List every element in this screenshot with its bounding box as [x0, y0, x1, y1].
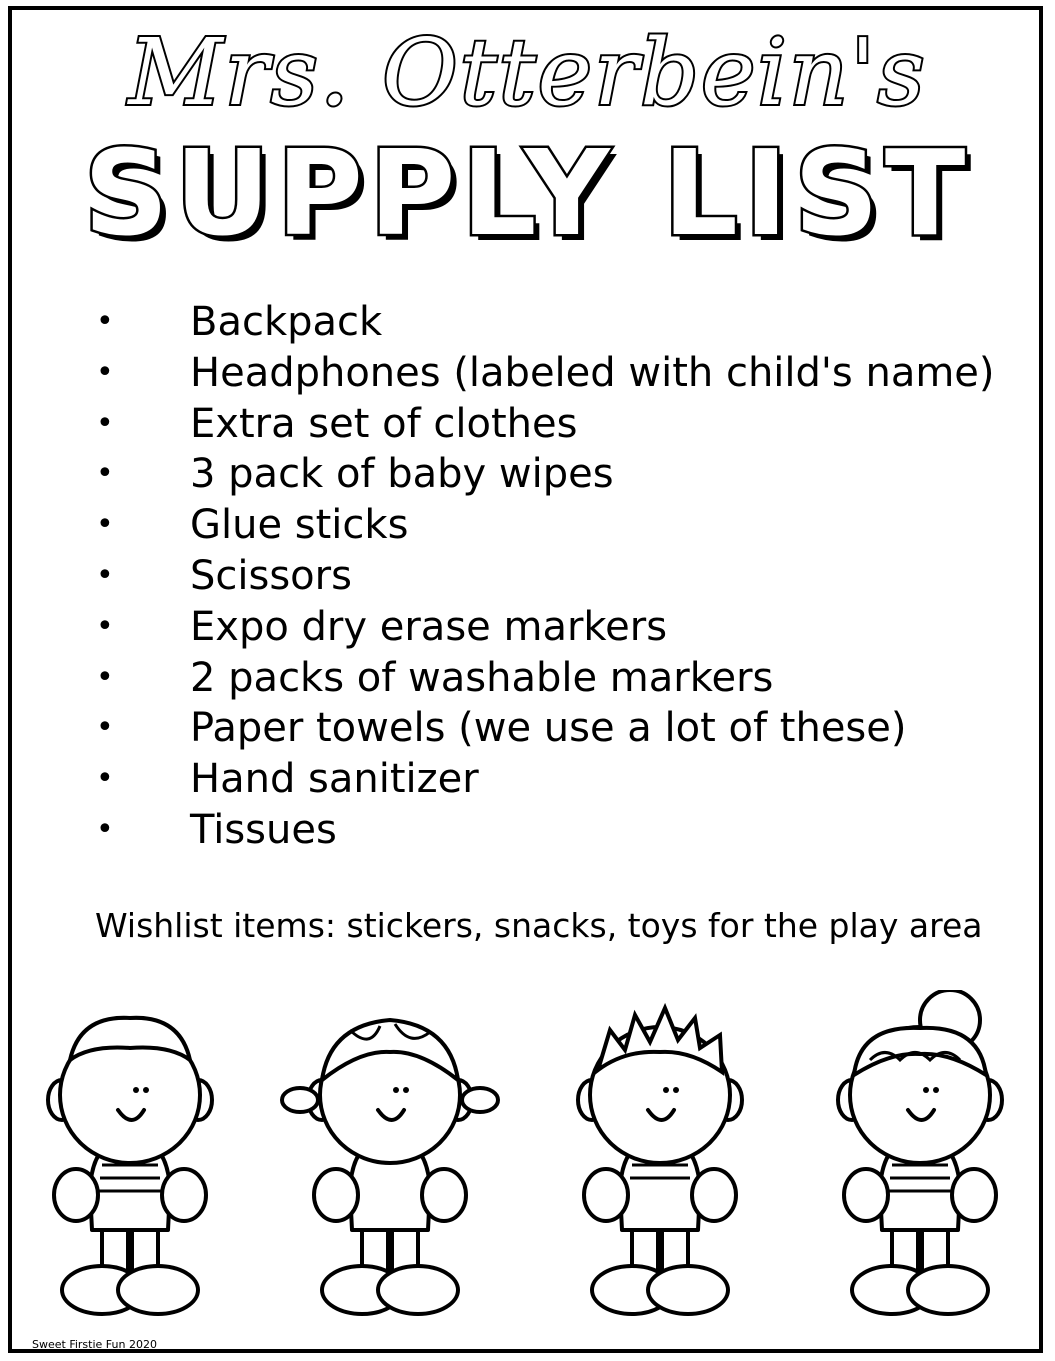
supply-item-text: Hand sanitizer [190, 756, 479, 803]
supply-item-text: Paper towels (we use a lot of these) [190, 705, 907, 752]
supply-item-text: Tissues [190, 806, 337, 853]
supply-item-text: Extra set of clothes [190, 400, 578, 447]
supply-item-text: Expo dry erase markers [190, 603, 668, 650]
supply-list-title: SUPPLY LIST [83, 124, 972, 262]
bullet-icon: • [96, 811, 114, 847]
bullet-icon: • [96, 557, 114, 593]
supply-item-text: Scissors [190, 552, 352, 599]
kids-illustration [40, 990, 1020, 1330]
supply-item-text: Glue sticks [190, 502, 409, 549]
bullet-icon: • [96, 304, 114, 339]
bullet-icon: • [96, 761, 114, 797]
teacher-name-title: Mrs. Otterbein's [128, 19, 927, 126]
girl-bun-hair-icon [838, 990, 1002, 1314]
bullet-icon: • [96, 659, 114, 695]
bullet-icon: • [96, 608, 114, 644]
boy-spiky-hair-icon [578, 1008, 742, 1314]
bullet-icon: • [96, 507, 114, 543]
supply-item-text: Headphones (labeled with child's name) [190, 349, 995, 396]
credit-text: Sweet Firstie Fun 2020 [32, 1338, 157, 1351]
bullet-icon: • [96, 710, 114, 746]
girl-pigtails-icon [282, 1020, 498, 1314]
supply-item-text: Backpack [190, 299, 383, 345]
bullet-icon: • [96, 354, 114, 390]
bullet-icon: • [96, 456, 114, 492]
supply-item-text: 3 pack of baby wipes [190, 451, 614, 498]
supply-item-text: 2 packs of washable markers [190, 654, 774, 701]
wishlist-text: Wishlist items: stickers, snacks, toys for the play area [95, 906, 983, 945]
bullet-icon: • [96, 405, 114, 441]
boy-curly-hair-icon [48, 1018, 212, 1314]
